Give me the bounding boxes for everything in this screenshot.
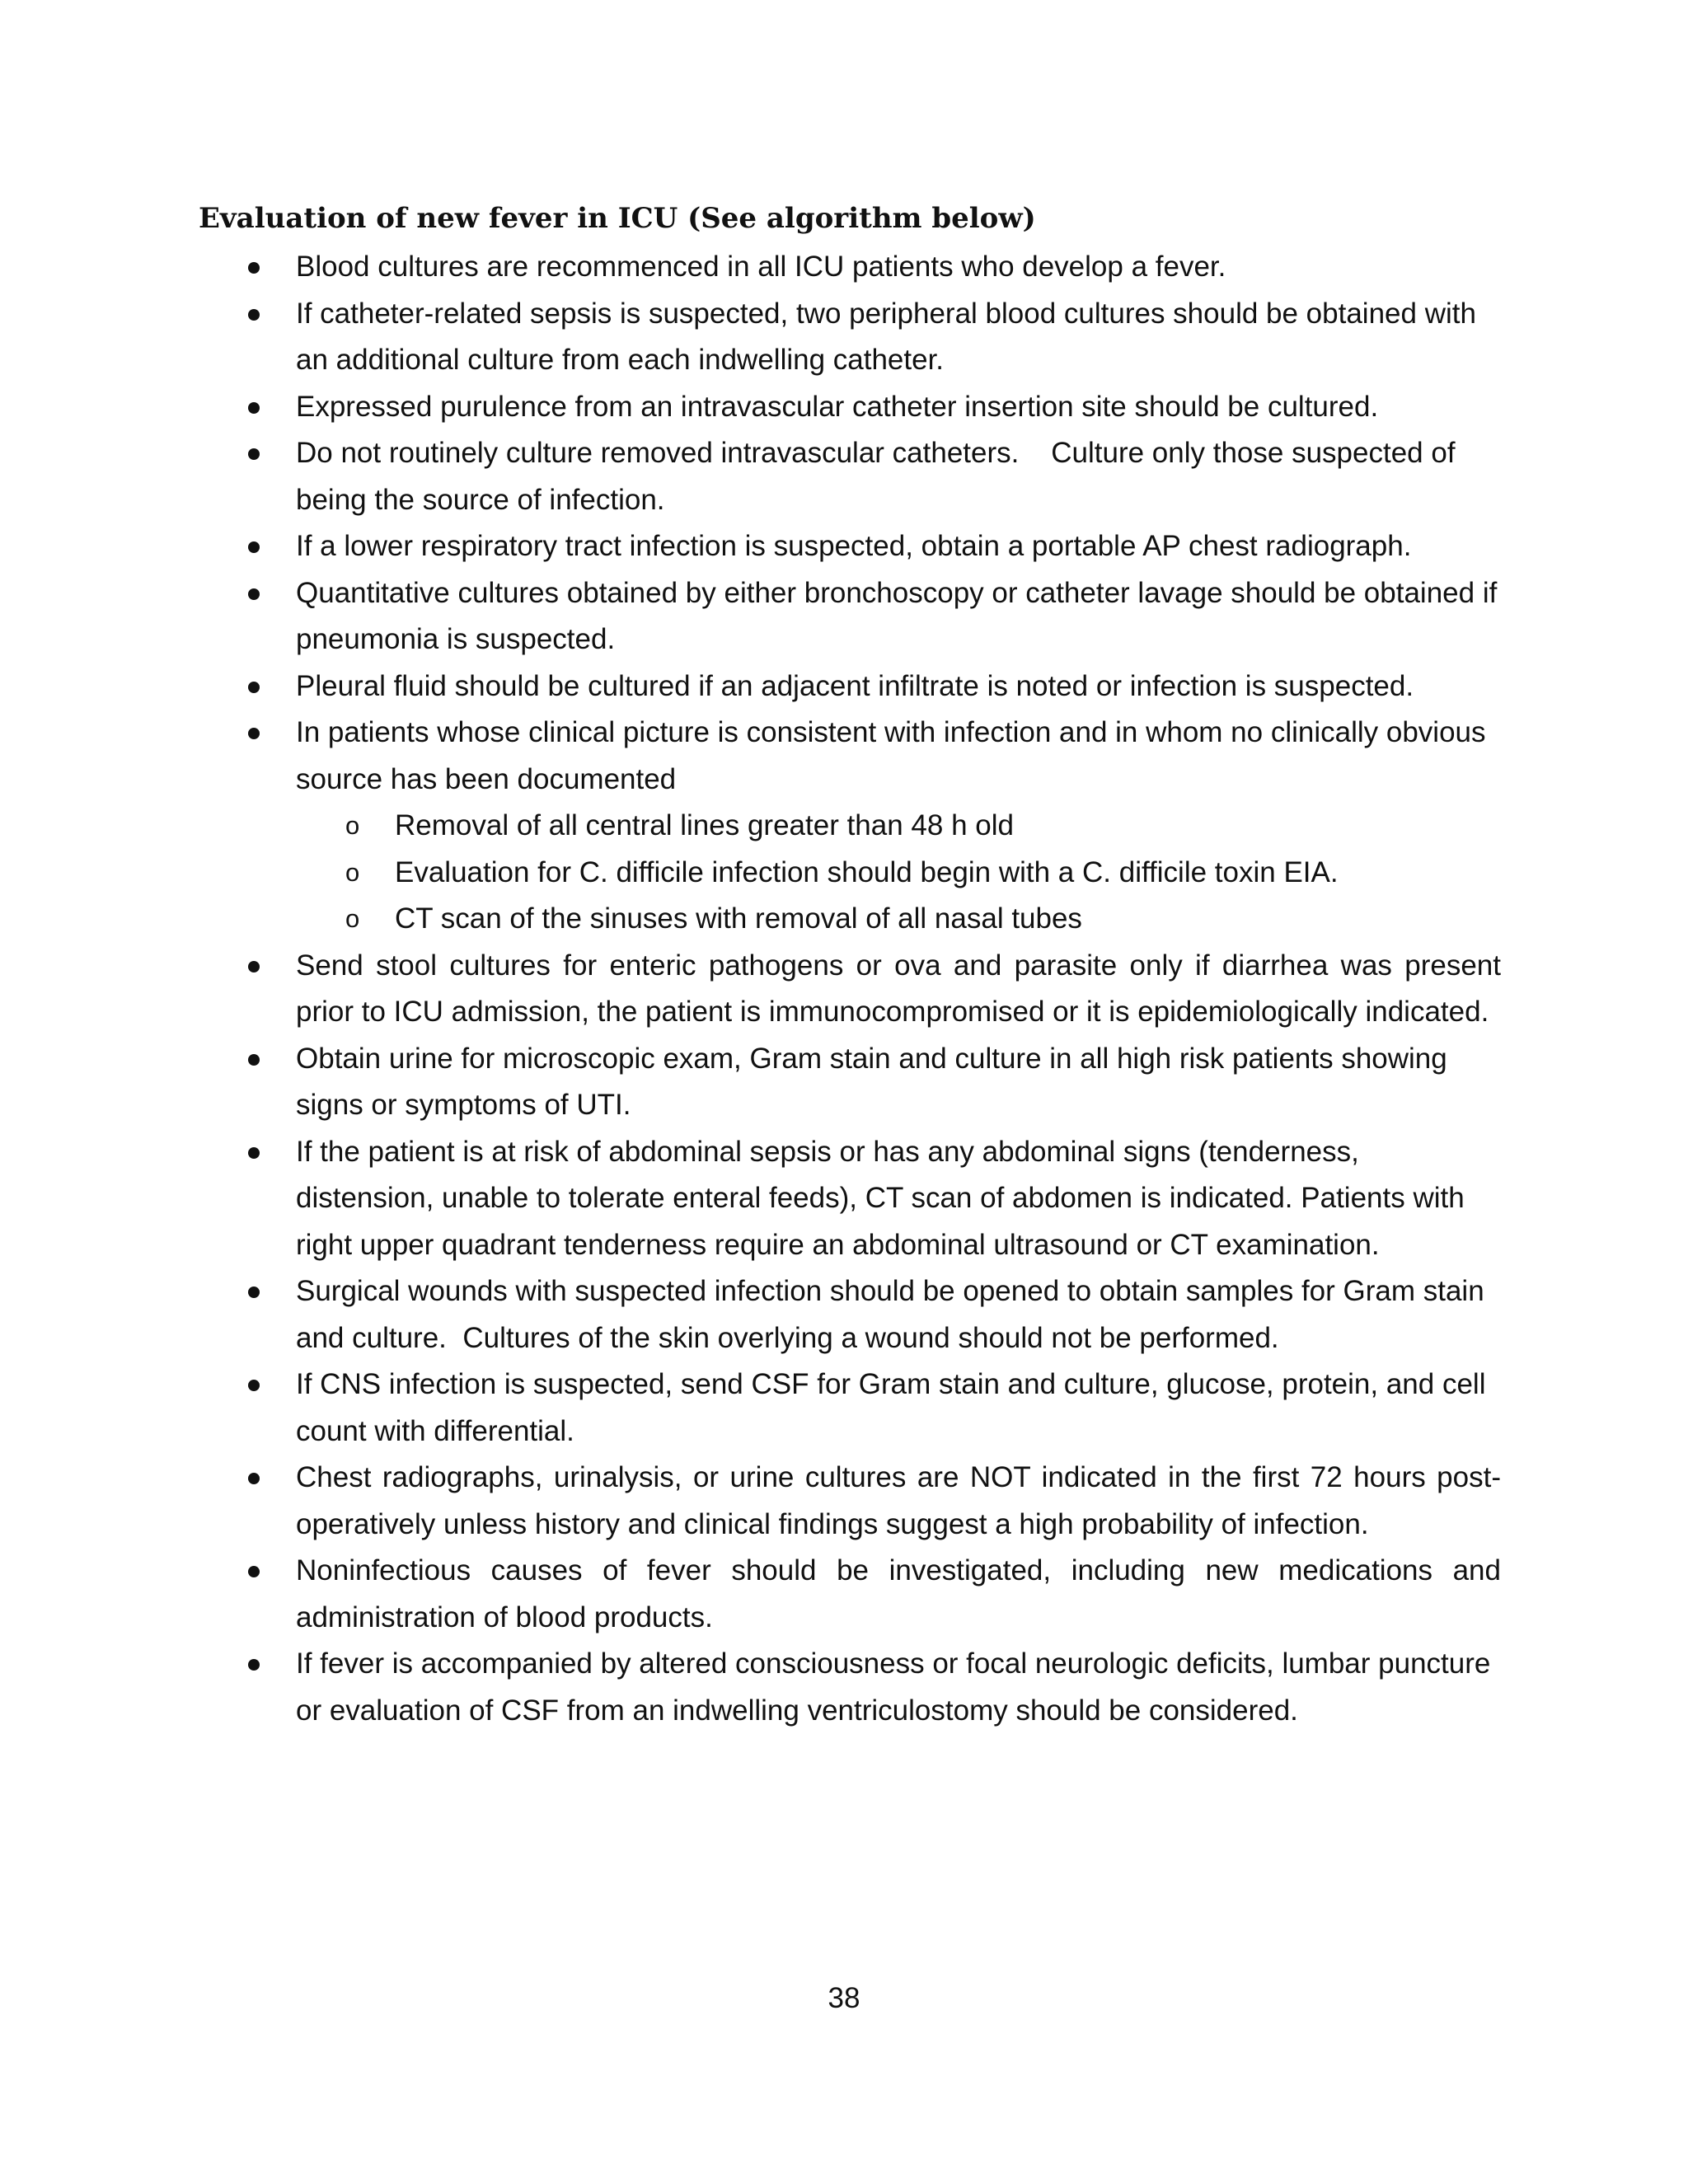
list-item	[199, 943, 1501, 1036]
bullet-icon	[248, 402, 260, 414]
bullet-icon	[248, 682, 260, 693]
list-item	[199, 291, 1501, 384]
list-item-text: Blood cultures are recommenced in all ICU patients who develop a fever.	[296, 251, 1226, 283]
sub-list-item	[296, 803, 1501, 850]
bullet-icon	[248, 309, 260, 321]
sub-list-item	[296, 850, 1501, 897]
bullet-icon	[248, 1566, 260, 1577]
bullet-icon	[248, 588, 260, 600]
list-item-text: If fever is accompanied by altered consciousness or focal neurologic deficits, lumbar puncture or evaluation of CSF from an indwelling ventriculostomy should be considered.	[296, 1647, 1491, 1727]
list-item	[199, 1129, 1501, 1269]
list-item	[199, 1641, 1501, 1734]
list-item	[199, 384, 1501, 431]
bullet-list	[199, 244, 1501, 1734]
bullet-icon	[248, 1286, 260, 1298]
list-item-text: Do not routinely culture removed intravascular catheters. Culture only those suspected of being the source of infection.	[296, 437, 1464, 516]
bullet-icon	[248, 1054, 260, 1066]
list-item-text: Noninfectious causes of fever should be investigated, including new medications and administration of blood products.	[296, 1554, 1501, 1633]
bullet-icon	[248, 541, 260, 553]
bullet-icon	[248, 1473, 260, 1484]
list-item	[199, 1361, 1501, 1455]
bullet-icon	[248, 1147, 260, 1159]
list-item	[199, 1268, 1501, 1361]
list-item-text: Pleural fluid should be cultured if an adjacent infiltrate is noted or infection is suspected.	[296, 669, 1414, 702]
list-item	[199, 1548, 1501, 1641]
bullet-icon	[248, 1659, 260, 1671]
section-heading: Evaluation of new fever in ICU (See algorithm below)	[199, 202, 1036, 235]
bullet-icon	[248, 728, 260, 739]
hollow-bullet-icon: o	[345, 811, 360, 840]
list-item	[199, 1036, 1501, 1129]
list-item-text: If CNS infection is suspected, send CSF for Gram stain and culture, glucose, protein, and cell count with differential.	[296, 1368, 1486, 1447]
list-item-text: Quantitative cultures obtained by either bronchoscopy or catheter lavage should be obtained if pneumonia is suspected.	[296, 576, 1498, 655]
sub-list-item-text: Evaluation for C. difficile infection should begin with a C. difficile toxin EIA.	[395, 855, 1339, 888]
list-item-text: If a lower respiratory tract infection is suspected, obtain a portable AP chest radiograph.	[296, 530, 1412, 562]
list-item	[199, 523, 1501, 570]
hollow-bullet-icon: o	[345, 904, 360, 933]
hollow-bullet-icon: o	[345, 857, 360, 887]
page-number: 38	[828, 1982, 860, 2014]
sub-list	[296, 803, 1501, 943]
list-item-text: Chest radiographs, urinalysis, or urine cultures are NOT indicated in the first 72 hours post-operatively unless history and clinical findings suggest a high probability of infection.	[296, 1461, 1501, 1540]
sub-list-item	[296, 896, 1501, 943]
bullet-icon	[248, 961, 260, 972]
list-item-text: If the patient is at risk of abdominal sepsis or has any abdominal signs (tenderness, distension, unable to tolerate enteral feeds), CT scan of abdomen is indicated. Patients with right upper quadrant tenderness require an abdominal ultrasound or CT examination.	[296, 1135, 1465, 1261]
bullet-icon	[248, 262, 260, 274]
list-item-text: Obtain urine for microscopic exam, Gram stain and culture in all high risk patients showing signs or symptoms of UTI.	[296, 1042, 1447, 1121]
list-item-text: Expressed purulence from an intravascular catheter insertion site should be cultured.	[296, 390, 1379, 423]
list-item-text: Send stool cultures for enteric pathogens or ova and parasite only if diarrhea was present prior to ICU admission, the patient is immunocompromised or it is epidemiologically indicated.	[296, 949, 1501, 1028]
list-item	[199, 244, 1501, 291]
list-item-text: If catheter-related sepsis is suspected, two peripheral blood cultures should be obtained with an additional culture from each indwelling catheter.	[296, 297, 1476, 376]
list-item	[199, 710, 1501, 943]
list-item	[199, 1455, 1501, 1548]
bullet-icon	[248, 1380, 260, 1391]
bullet-icon	[248, 448, 260, 460]
list-item-text: In patients whose clinical picture is consistent with infection and in whom no clinically obvious source has been documented	[296, 716, 1486, 795]
list-item	[199, 430, 1501, 523]
list-item	[199, 663, 1501, 710]
sub-list-item-text: Removal of all central lines greater than 48 h old	[395, 809, 1014, 841]
list-item-text: Surgical wounds with suspected infection should be opened to obtain samples for Gram stain and culture. Cultures of the skin overlying a wound should not be performed.	[296, 1275, 1493, 1354]
sub-list-item-text: CT scan of the sinuses with removal of all nasal tubes	[395, 902, 1082, 935]
list-item	[199, 570, 1501, 663]
